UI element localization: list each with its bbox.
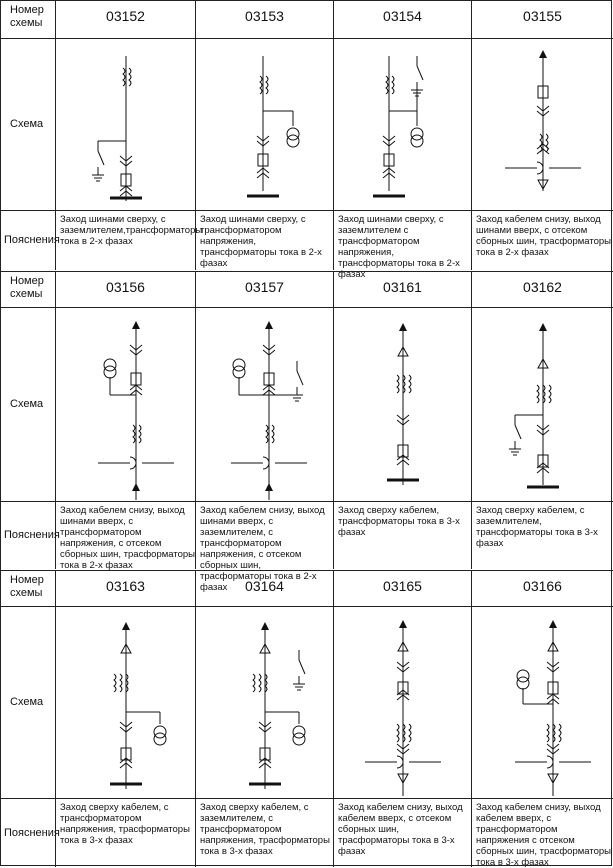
scheme-number: 03152	[56, 0, 196, 38]
scheme-label: Схема	[0, 606, 56, 798]
scheme-label: Схема	[0, 307, 56, 501]
scheme-diagram	[56, 38, 196, 210]
scheme-description: Заход сверху кабелем, трансформаторы тока в 3-х фазах	[334, 501, 472, 569]
scheme-description: Заход кабелем снизу, выход кабелем вверх, с трансформатором напряжения с отсеком сборных шин, трасформаторы тока в 3-х фазах	[476, 802, 611, 868]
single-line-diagram	[56, 307, 196, 501]
single-line-diagram	[56, 606, 196, 798]
scheme-diagram	[196, 307, 334, 501]
scheme-description: Заход кабелем снизу, выход шинами вверх, с заземлителем, с трансформатором напряжения, с отсеком сборных шин, трасформаторы тока в 2-х фазах	[196, 501, 334, 569]
single-line-diagram	[334, 38, 472, 210]
scheme-description: Заход кабелем снизу, выход кабелем вверх, с отсеком сборных шин, трасформаторы тока в 3-х фазах	[334, 798, 472, 867]
scheme-diagram	[472, 38, 613, 210]
scheme-description: Заход кабелем снизу, выход шинами вверх, с трансформатором напряжения, с отсеком сборных шин, трасформаторы тока в 2-х фазах	[56, 501, 196, 569]
scheme-description: Заход шинами сверху, с заземлителем,трансформаторы тока в 2-х фазах	[56, 210, 196, 270]
scheme-number: 03155	[523, 8, 562, 24]
explanation-label: Пояснения	[0, 501, 56, 569]
scheme-number: 03161	[334, 271, 472, 307]
scheme-description: Заход шинами сверху, с заземлителем с трансформатором напряжения, трансформаторы тока в 2-х фазах	[334, 210, 472, 270]
scheme-description: Заход сверху кабелем, с заземлителем, трансформаторы тока в 3-х фазах	[476, 505, 598, 549]
single-line-diagram	[472, 606, 613, 798]
scheme-diagram	[196, 606, 334, 798]
scheme-number: 03164	[196, 570, 334, 606]
single-line-diagram	[334, 307, 472, 501]
scheme-description: Заход шинами сверху, с трансформатором напряжения, трансформаторы тока в 2-х фазах	[196, 210, 334, 270]
scheme-diagram	[472, 606, 613, 798]
single-line-diagram	[56, 38, 196, 210]
scheme-label: Схема	[0, 38, 56, 210]
scheme-number: 03163	[56, 570, 196, 606]
scheme-number: 03154	[334, 0, 472, 38]
scheme-number-label: Номер схемы	[0, 0, 56, 38]
scheme-number-label: Номер схемы	[0, 570, 56, 606]
single-line-diagram	[196, 606, 334, 798]
scheme-diagram	[56, 606, 196, 798]
scheme-description: Заход сверху кабелем, с заземлителем, с трансформатором напряжения, трасформаторы тока в 3-х фазах	[196, 798, 334, 867]
scheme-number: 03166	[523, 578, 562, 594]
scheme-number: 03156	[56, 271, 196, 307]
scheme-diagram	[472, 307, 613, 501]
single-line-diagram	[472, 307, 613, 501]
single-line-diagram	[472, 38, 613, 210]
scheme-diagram	[56, 307, 196, 501]
scheme-number-label: Номер схемы	[0, 271, 56, 307]
scheme-number: 03162	[523, 279, 562, 295]
scheme-number: 03153	[196, 0, 334, 38]
scheme-diagram	[196, 38, 334, 210]
scheme-diagram	[334, 307, 472, 501]
scheme-number: 03165	[334, 570, 472, 606]
scheme-diagram	[334, 606, 472, 798]
scheme-description: Заход сверху кабелем, с трансформатором напряжения, трасформаторы тока в 3-х фазах	[56, 798, 196, 867]
single-line-diagram	[196, 38, 334, 210]
scheme-number: 03157	[196, 271, 334, 307]
scheme-description: Заход кабелем снизу, выход шинами вверх, с отсеком сборных шин, трасформаторы тока в 2-х фазах	[476, 214, 611, 258]
explanation-label: Пояснения	[0, 798, 56, 867]
scheme-diagram	[334, 38, 472, 210]
single-line-diagram	[196, 307, 334, 501]
explanation-label: Пояснения	[0, 210, 56, 270]
single-line-diagram	[334, 606, 472, 798]
